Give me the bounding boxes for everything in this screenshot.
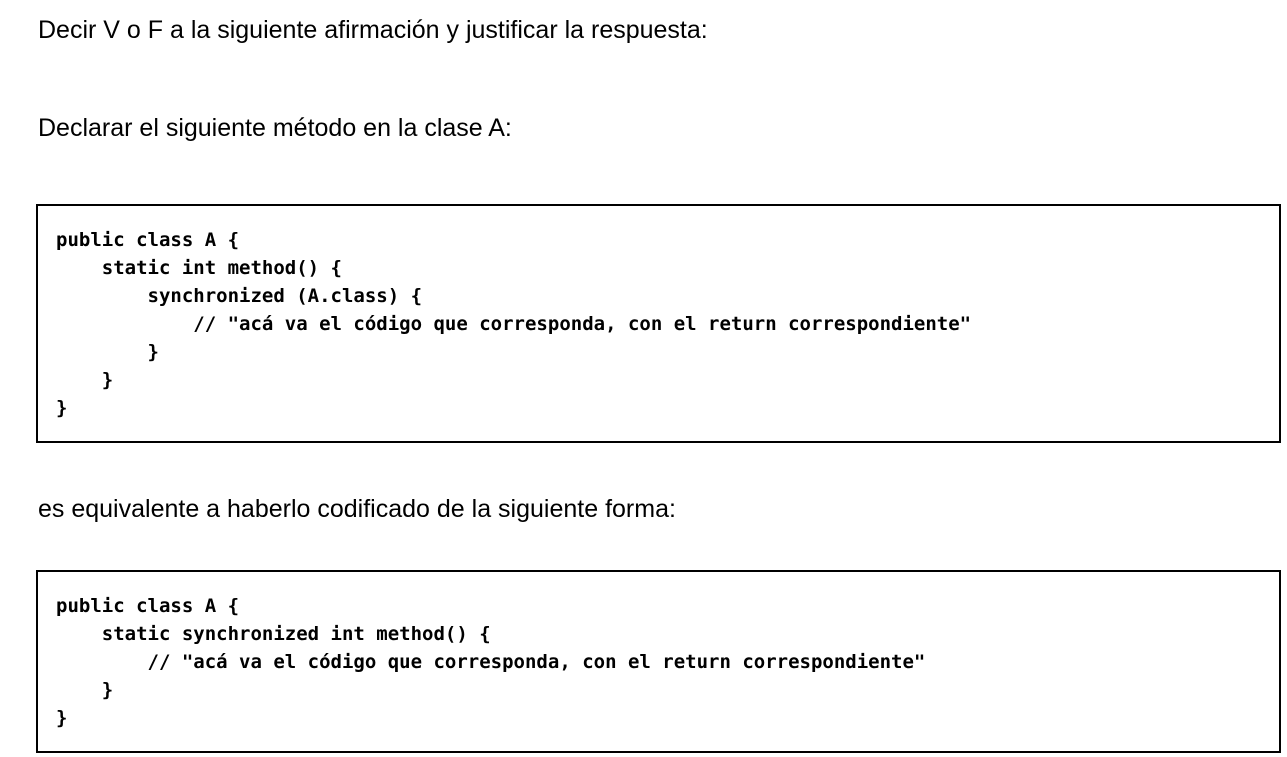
declare-method-text: Declarar el siguiente método en la clase A: bbox=[38, 114, 512, 142]
code-line: } bbox=[56, 707, 68, 729]
code-line: // "acá va el código que corresponda, con el return correspondiente" bbox=[56, 313, 972, 335]
code-block-original bbox=[36, 204, 1281, 443]
code-line: public class A { bbox=[56, 595, 240, 617]
code-line: } bbox=[56, 397, 68, 419]
code-line: static synchronized int method() { bbox=[56, 623, 491, 645]
question-intro-text: Decir V o F a la siguiente afirmación y justificar la respuesta: bbox=[38, 16, 708, 44]
code-block-alternative bbox=[36, 570, 1281, 753]
code-line: } bbox=[56, 679, 114, 701]
code-line: public class A { bbox=[56, 229, 240, 251]
code-line: synchronized (A.class) { bbox=[56, 285, 423, 307]
code-line: } bbox=[56, 341, 159, 363]
code-line: } bbox=[56, 369, 114, 391]
equivalent-text: es equivalente a haberlo codificado de la siguiente forma: bbox=[38, 495, 676, 523]
code-line: // "acá va el código que corresponda, con el return correspondiente" bbox=[56, 651, 926, 673]
code-line: static int method() { bbox=[56, 257, 342, 279]
